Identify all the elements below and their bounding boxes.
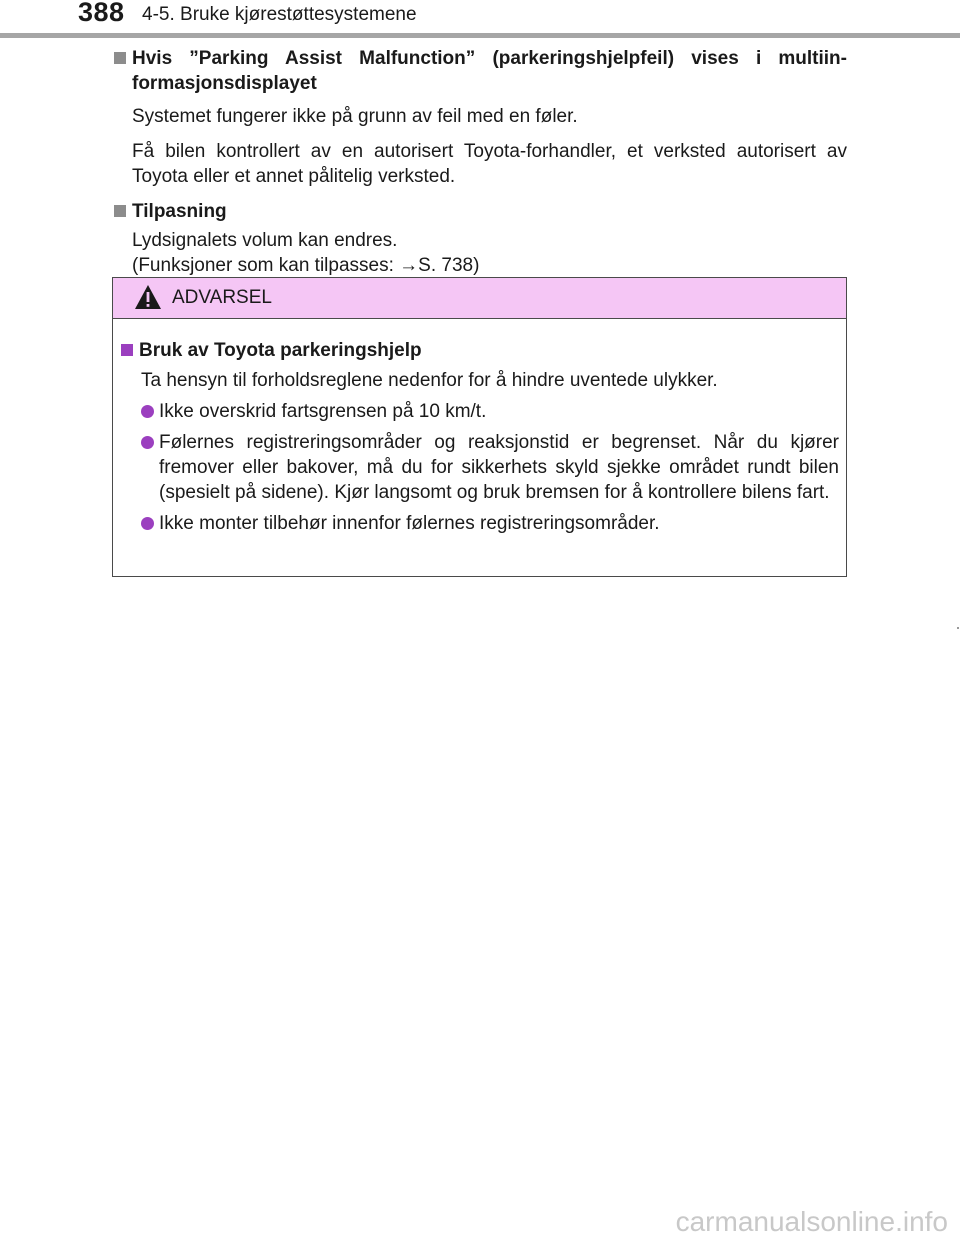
- list-item-text: Ikke monter tilbehør innenfor følernes registreringsområder.: [159, 513, 660, 534]
- main-content: [112, 46, 847, 278]
- paragraph: (Funksjoner som kan tilpasses: →S. 738): [132, 255, 480, 276]
- warning-intro: Ta hensyn til forholdsreglene nedenfor for å hindre uventede ulykker.: [141, 370, 718, 391]
- warning-body: [119, 338, 839, 536]
- list-item-text: Ikke overskrid fartsgrensen på 10 km/t.: [159, 401, 487, 422]
- section-customization: [112, 199, 847, 278]
- section-heading: [112, 46, 847, 96]
- paragraph: Lydsignalets volum kan endres.: [132, 230, 398, 251]
- warning-heading: [119, 338, 839, 363]
- circle-bullet-icon: [141, 436, 154, 449]
- warning-heading-text: Bruk av Toyota parkeringshjelp: [139, 340, 422, 361]
- paragraph: Få bilen kontrollert av en autorisert Toyota-forhandler, et verksted autorisert av Toyota eller et annet pålitelig verksted.: [132, 141, 847, 187]
- header-rule: [0, 33, 960, 38]
- square-bullet-icon: [121, 344, 133, 356]
- list-item: [119, 399, 839, 424]
- list-item-text: Følernes registreringsområder og reaksjonstid er begrenset. Når du kjører fremover eller bakover, må du for sikkerhets skyld sjekke området rundt bilen (spesielt på sidene). Kjør langsomt og bruk bremsen for å kontrollere bilens fart.: [159, 432, 839, 503]
- section-malfunction: [112, 46, 847, 189]
- chapter-title: 4-5. Bruke kjørestøttesystemene: [142, 4, 417, 25]
- warning-triangle-icon: [134, 284, 162, 310]
- page-number: 388: [78, 0, 125, 27]
- section-heading-text: Hvis ”Parking Assist Malfunction” (parkeringshjelpfeil) vises i multiinformasjonsdisplayet: [132, 48, 847, 94]
- list-item: [119, 430, 839, 505]
- section-heading: [112, 199, 847, 224]
- footer-watermark: carmanualsonline.info: [675, 1206, 948, 1237]
- circle-bullet-icon: [141, 405, 154, 418]
- warning-box: [112, 277, 847, 577]
- warning-title: ADVARSEL: [172, 287, 272, 308]
- warning-header: [113, 278, 846, 319]
- warning-list: [119, 399, 839, 536]
- circle-bullet-icon: [141, 517, 154, 530]
- list-item: [119, 511, 839, 536]
- paragraph: Systemet fungerer ikke på grunn av feil med en føler.: [132, 106, 578, 127]
- corner-mark: [957, 627, 959, 629]
- square-bullet-icon: [114, 205, 126, 217]
- section-heading-text: Tilpasning: [132, 201, 227, 222]
- square-bullet-icon: [114, 52, 126, 64]
